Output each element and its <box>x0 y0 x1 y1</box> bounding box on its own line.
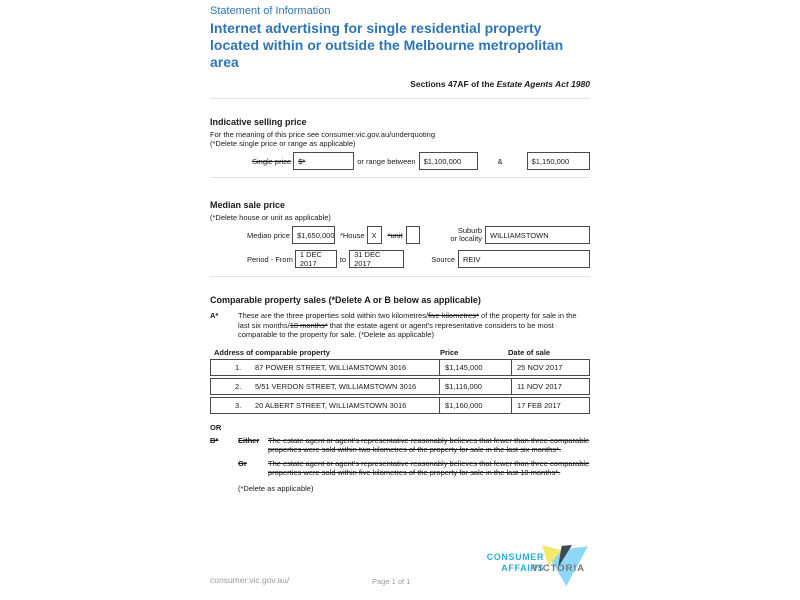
period-from-value: 1 DEC 2017 <box>299 250 322 268</box>
single-price-label: Single price <box>252 156 292 166</box>
column-header-date: Date of sale <box>508 347 551 357</box>
address-value: 20 ALBERT STREET, WILLIAMSTOWN 3016 <box>255 400 407 410</box>
consumer-affairs-victoria-logo <box>468 545 588 591</box>
logo-line2: AFFAIRS <box>501 563 544 573</box>
suburb-label <box>450 227 482 244</box>
act-reference-name: Estate Agents Act 1980 <box>496 79 590 89</box>
unit-field <box>406 226 420 244</box>
median-price-row <box>210 226 590 244</box>
indicative-price-row <box>210 152 590 170</box>
indicative-selling-price-heading: Indicative selling price <box>210 117 307 127</box>
house-label: *House <box>339 230 365 240</box>
source-label: Source <box>431 254 455 264</box>
suburb-value: WILLIAMSTOWN <box>490 230 549 240</box>
cell-address <box>211 360 440 375</box>
cell-address <box>211 379 440 394</box>
section-divider <box>210 276 590 277</box>
row-number: 2. <box>235 381 242 391</box>
table-row <box>210 397 590 414</box>
option-a-label: A* <box>210 311 219 320</box>
suburb-label-line1: Suburb <box>457 225 482 235</box>
unit-label: *unit <box>387 230 403 240</box>
either-label: Either <box>238 435 260 445</box>
or-label: OR <box>210 422 222 432</box>
range-high-value: $1,150,000 <box>531 156 570 166</box>
act-reference-prefix: Sections 47AF of the <box>410 79 497 89</box>
document-type-label: Statement of Information <box>210 5 331 17</box>
period-from-label: Period - From <box>247 254 293 264</box>
address-value: 5/51 VERDON STREET, WILLIAMSTOWN 3016 <box>255 381 417 391</box>
column-header-address: Address of comparable property <box>214 347 330 357</box>
or2-label: Or <box>238 458 247 468</box>
option-a-text <box>238 311 590 340</box>
option-a-struck-1: five kilometres* <box>428 311 479 320</box>
option-a-text-2: of the property for sale in the last six months/ <box>238 311 577 330</box>
source-field <box>458 250 590 268</box>
median-price-field <box>292 226 335 244</box>
section-divider <box>210 177 590 178</box>
median-price-value: $1,650,000 <box>296 230 335 240</box>
option-a-text-1: These are the three properties sold within two kilometres/ <box>238 311 429 320</box>
option-b-either-block <box>210 436 590 455</box>
indicative-note-2: (*Delete single price or range as applicable) <box>210 139 356 148</box>
to-label: to <box>339 254 347 264</box>
column-header-price: Price <box>440 347 459 357</box>
row-number: 3. <box>235 400 242 410</box>
footer-url: consumer.vic.gov.au/ <box>210 575 290 585</box>
row-number: 1. <box>235 362 242 372</box>
option-b-spacer <box>210 459 238 478</box>
range-high-field <box>527 152 590 170</box>
cell-date: 11 NOV 2017 <box>517 381 562 391</box>
delete-note-block <box>210 484 590 494</box>
range-between-label: or range between <box>357 156 416 166</box>
median-period-row <box>210 250 590 268</box>
address-value: 87 POWER STREET, WILLIAMSTOWN 3016 <box>255 362 407 372</box>
cell-date: 17 FEB 2017 <box>517 400 561 410</box>
comparable-sales-heading: Comparable property sales (*Delete A or B below as applicable) <box>210 295 481 305</box>
or2-text: The estate agent or agent's representative reasonably believes that fewer than three comparable properties were sold within five kilometres of the property for sale in the last 18 months*. <box>268 458 590 477</box>
median-price-label: Median price <box>247 230 290 240</box>
ampersand-label: & <box>497 156 503 166</box>
section-divider <box>210 98 590 99</box>
logo-line1: CONSUMER <box>486 552 544 562</box>
cell-price: $1,116,000 <box>440 379 512 394</box>
delete-note-spacer <box>210 484 238 494</box>
cell-address <box>211 398 440 413</box>
suburb-field <box>485 226 590 244</box>
option-b-label: B* <box>210 435 219 445</box>
single-price-field <box>293 152 354 170</box>
median-note: (*Delete house or unit as applicable) <box>210 213 331 222</box>
comparable-table-header <box>210 348 590 357</box>
period-to-value: 31 DEC 2017 <box>354 250 381 268</box>
median-sale-price-heading: Median sale price <box>210 200 286 210</box>
option-a-text-3: that the estate agent or agent's representative considers to be most comparable to the property for sale. (*Delete as applicable) <box>238 320 554 339</box>
source-value: REIV <box>463 254 481 264</box>
logo-victoria-text: VICTORIA <box>531 563 585 574</box>
either-text: The estate agent or agent's representative reasonably believes that fewer than three comparable properties were sold within two kilometres of the property for sale in the last six months*. <box>268 435 590 454</box>
house-field <box>367 226 382 244</box>
page-title: Internet advertising for single residential property located within or outside the Melbourne metropolitan area <box>210 20 564 70</box>
option-a-block <box>210 311 590 340</box>
house-value: X <box>371 230 377 240</box>
suburb-label-line2: or locality <box>450 234 482 243</box>
cell-price: $1,145,000 <box>440 360 512 375</box>
period-from-field <box>295 250 337 268</box>
range-low-value: $1,100,000 <box>423 156 462 166</box>
document-content <box>210 4 590 493</box>
act-reference <box>210 79 590 89</box>
delete-note: (*Delete as applicable) <box>238 483 314 493</box>
cell-date: 25 NOV 2017 <box>517 362 563 372</box>
indicative-note-1: For the meaning of this price see consumer.vic.gov.au/underquoting <box>210 130 435 139</box>
range-low-field <box>419 152 478 170</box>
option-a-struck-2: 18 months* <box>289 320 328 330</box>
single-price-value: $* <box>298 156 306 166</box>
table-row <box>210 359 590 376</box>
table-row <box>210 378 590 395</box>
footer-page-number: Page 1 of 1 <box>372 577 411 586</box>
cell-price: $1,160,000 <box>440 398 512 413</box>
period-to-field <box>349 250 404 268</box>
option-b-or-block <box>210 459 590 478</box>
